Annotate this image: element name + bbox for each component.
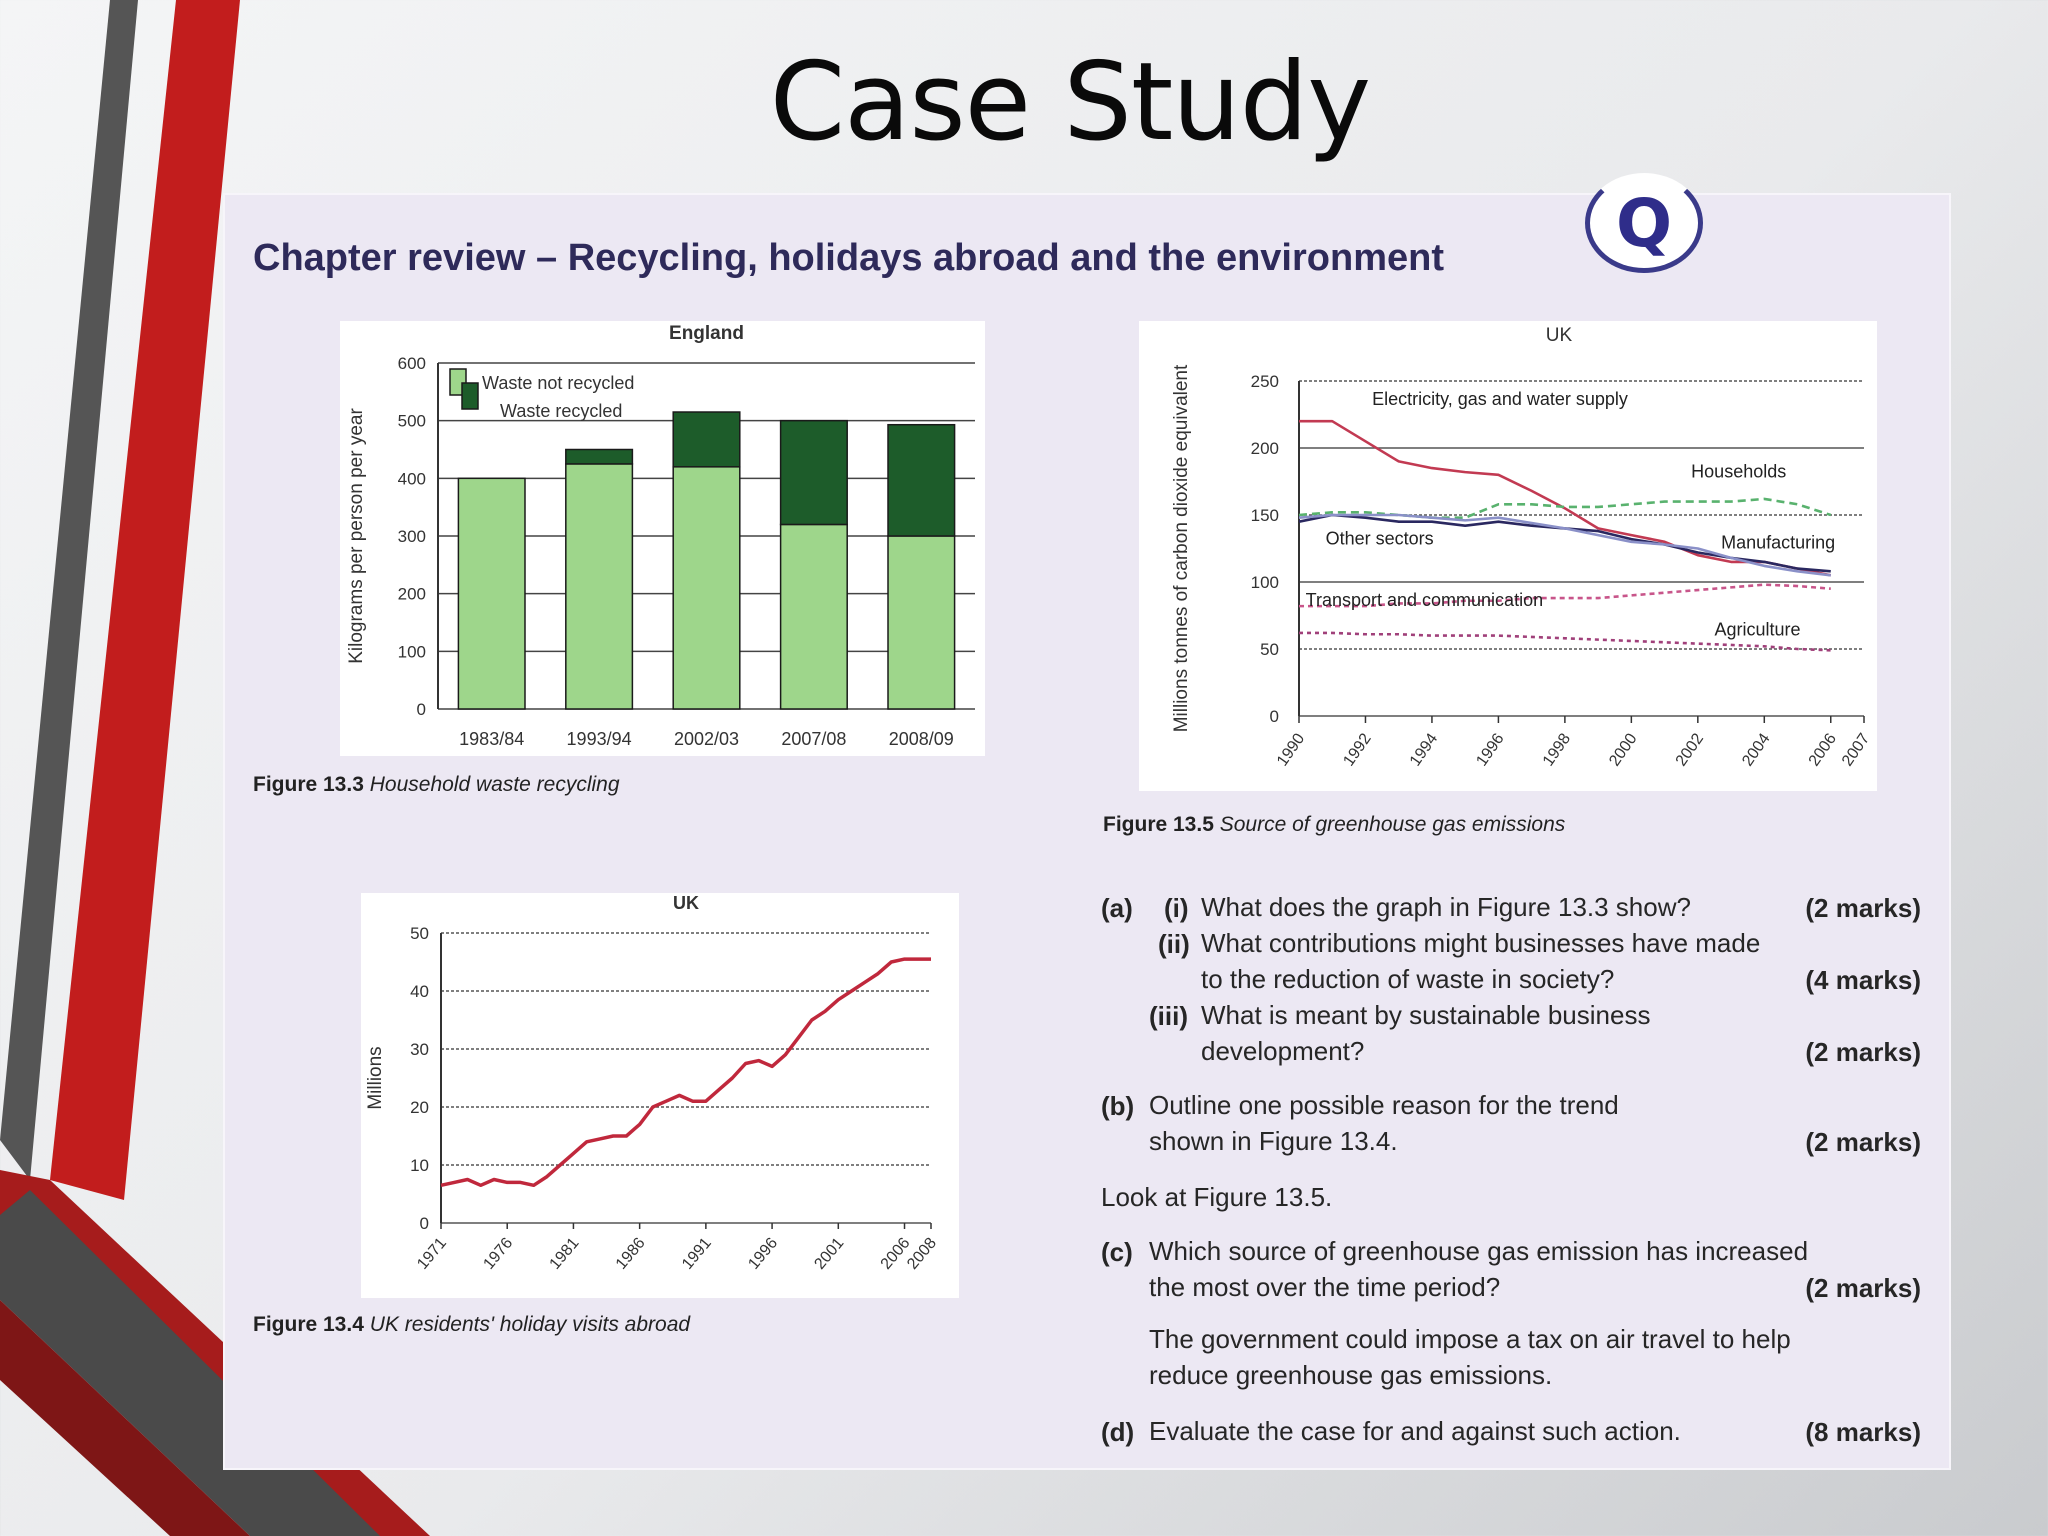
y-tick-label: 0 — [416, 700, 426, 719]
bar-segment — [888, 425, 955, 536]
y-tick-label: 500 — [397, 411, 426, 431]
x-tick-label: 1993/94 — [566, 729, 632, 749]
review-heading: Chapter review – Recycling, holidays abroad and the environment — [253, 237, 1444, 279]
x-tick-label: 2001 — [811, 1234, 848, 1273]
question-marks: (4 marks) — [1805, 965, 1921, 995]
series-label: Agriculture — [1714, 619, 1801, 640]
fig134-number: Figure 13.4 — [253, 1313, 364, 1336]
x-tick-label: 1994 — [1406, 730, 1442, 770]
x-tick-label: 2000 — [1606, 730, 1641, 770]
x-tick-label: 2002 — [1672, 730, 1708, 770]
y-tick-label: 50 — [410, 924, 429, 943]
series-label: Electricity, gas and water supply — [1372, 389, 1628, 410]
y-tick-label: 200 — [1250, 439, 1279, 458]
question-sublabel: (iii) — [1149, 1001, 1188, 1031]
y-axis-label: Kilograms per person per year — [346, 408, 367, 664]
legend-label: Waste not recycled — [482, 373, 635, 393]
y-tick-label: 0 — [419, 1214, 429, 1233]
bar-segment — [673, 412, 740, 467]
textbook-panel — [223, 184, 1951, 1470]
chart-title: UK — [1545, 325, 1573, 346]
question-text-line: What is meant by sustainable business — [1201, 1000, 1651, 1030]
y-tick-label: 300 — [397, 527, 426, 546]
x-tick-label: 1991 — [679, 1234, 715, 1273]
series-label: Households — [1691, 461, 1787, 482]
question-sublabel: (ii) — [1158, 929, 1190, 959]
y-tick-label: 250 — [1250, 372, 1279, 391]
series-label: Other sectors — [1325, 528, 1434, 549]
question-label: (b) — [1101, 1091, 1135, 1121]
question-marks: (8 marks) — [1805, 1417, 1921, 1447]
x-tick-label: 2004 — [1739, 730, 1774, 770]
bar-segment — [566, 450, 633, 464]
x-tick-label: 2006 — [877, 1234, 914, 1273]
fig135-caption — [1103, 813, 1565, 837]
x-tick-label: 2008 — [904, 1234, 941, 1273]
y-tick-label: 50 — [1260, 640, 1279, 659]
question-text-line: Outline one possible reason for the trend — [1149, 1090, 1619, 1120]
fig133-number: Figure 13.3 — [253, 773, 364, 796]
question-marks: (2 marks) — [1805, 1037, 1921, 1067]
question-text-line: development? — [1201, 1036, 1365, 1066]
fig133-text: Household waste recycling — [369, 773, 620, 796]
question-label: (d) — [1101, 1417, 1135, 1447]
fig134-caption — [253, 1313, 690, 1337]
y-tick-label: 30 — [410, 1040, 429, 1059]
bar-segment — [781, 421, 848, 525]
question-sublabel: (i) — [1164, 893, 1189, 923]
x-tick-label: 1971 — [414, 1234, 451, 1273]
slide-title: Case Study — [769, 40, 1371, 165]
chart-greenhouse-gas-svg — [1139, 321, 1877, 791]
chart-greenhouse-gas — [1139, 321, 1877, 791]
x-tick-label: 1990 — [1273, 730, 1309, 770]
series-label: Manufacturing — [1721, 532, 1836, 553]
question-label: (a) — [1101, 893, 1133, 923]
question-marks: (2 marks) — [1805, 1127, 1921, 1157]
chart-holiday-visits-svg — [361, 893, 959, 1298]
x-tick-label: 1996 — [1473, 730, 1508, 770]
chart-title: England — [669, 323, 744, 344]
question-text: Look at Figure 13.5. — [1101, 1182, 1333, 1212]
chart-household-waste — [340, 321, 985, 756]
question-text: Evaluate the case for and against such action. — [1149, 1416, 1681, 1446]
x-tick-label: 1983/84 — [459, 729, 525, 749]
fig133-caption — [253, 773, 620, 797]
x-tick-label: 2007 — [1838, 730, 1874, 770]
fig135-text: Source of greenhouse gas emissions — [1219, 813, 1566, 836]
question-text-line: shown in Figure 13.4. — [1149, 1126, 1398, 1156]
legend-label: Waste recycled — [500, 401, 623, 421]
question-text-line: The government could impose a tax on air travel to help — [1149, 1324, 1791, 1354]
y-axis-label: Millions tonnes of carbon dioxide equivalent — [1171, 364, 1192, 733]
x-tick-label: 2002/03 — [673, 729, 740, 749]
legend-swatch — [462, 383, 478, 409]
y-axis-label: Millions — [365, 1046, 386, 1110]
y-tick-label: 40 — [410, 982, 429, 1001]
question-text-line: the most over the time period? — [1149, 1272, 1501, 1302]
chart-holiday-visits — [361, 893, 959, 1298]
question-text: What does the graph in Figure 13.3 show? — [1201, 892, 1691, 922]
question-text-line: to the reduction of waste in society? — [1201, 964, 1615, 994]
question-label: (c) — [1101, 1237, 1133, 1267]
question-text-line: reduce greenhouse gas emissions. — [1149, 1360, 1553, 1390]
x-tick-label: 1976 — [480, 1234, 517, 1273]
y-tick-label: 10 — [410, 1156, 429, 1175]
x-tick-label: 2008/09 — [888, 729, 954, 749]
x-tick-label: 2007/08 — [781, 729, 847, 749]
question-marks: (2 marks) — [1805, 1273, 1921, 1303]
bar-segment — [566, 464, 633, 709]
y-tick-label: 100 — [397, 642, 426, 662]
question-text-line: Which source of greenhouse gas emission has increased — [1149, 1236, 1809, 1266]
fig134-text: UK residents' holiday visits abroad — [369, 1313, 691, 1336]
y-tick-label: 200 — [397, 584, 426, 604]
y-tick-label: 0 — [1269, 707, 1279, 726]
bar-segment — [888, 536, 955, 709]
x-tick-label: 1992 — [1340, 730, 1375, 770]
chart-household-waste-svg — [340, 321, 985, 756]
y-tick-label: 150 — [1250, 506, 1279, 525]
x-tick-label: 1986 — [612, 1234, 649, 1273]
bar-segment — [458, 478, 525, 709]
question-text-line: What contributions might businesses have made — [1201, 928, 1761, 958]
fig135-number: Figure 13.5 — [1103, 813, 1214, 836]
x-tick-label: 1981 — [546, 1234, 583, 1273]
x-tick-label: 1996 — [745, 1234, 782, 1273]
chart-title: UK — [673, 893, 699, 913]
x-tick-label: 1998 — [1539, 730, 1575, 770]
series-line — [441, 959, 931, 1185]
question-badge-icon: Q — [1585, 173, 1703, 273]
y-tick-label: 100 — [1250, 573, 1279, 592]
series-label: Transport and communication — [1305, 590, 1544, 611]
question-marks: (2 marks) — [1805, 893, 1921, 923]
y-tick-label: 20 — [410, 1098, 429, 1117]
bar-segment — [673, 467, 740, 709]
bar-segment — [781, 524, 848, 709]
y-tick-label: 600 — [397, 354, 426, 373]
x-tick-label: 2006 — [1805, 730, 1841, 770]
y-tick-label: 400 — [397, 469, 426, 489]
